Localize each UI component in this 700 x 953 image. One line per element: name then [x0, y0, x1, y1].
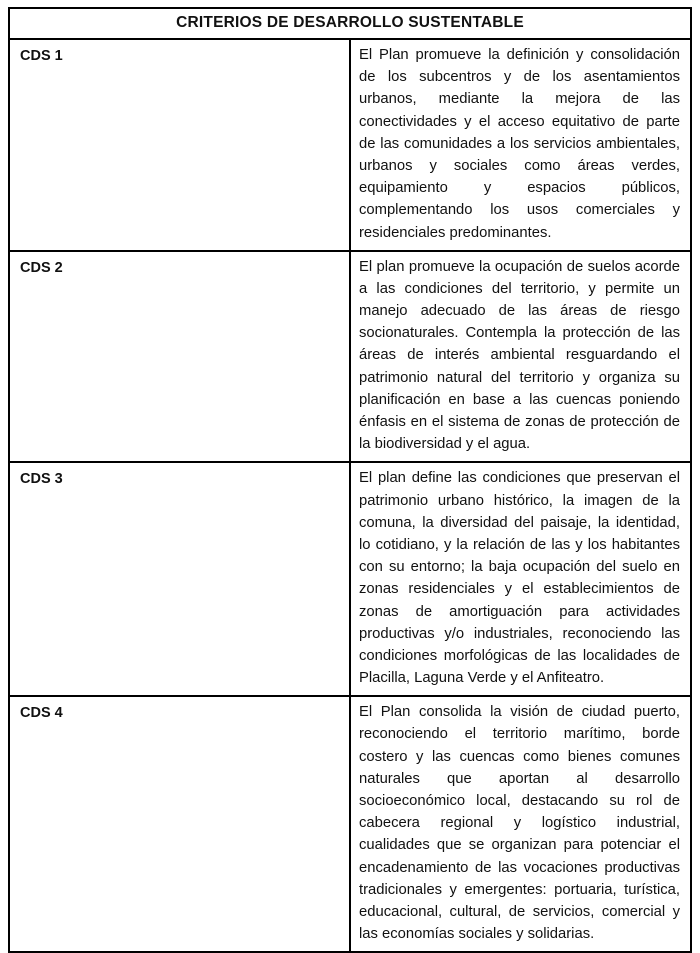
- row-label-cds2: CDS 2: [9, 251, 350, 463]
- row-text-cds4: El Plan consolida la visión de ciudad puerto, reconociendo el territorio marítimo, borde costero y las cuencas como bienes comunes naturales que aportan al desarrollo socioeconómico local, destacando su rol de cabecera regional y logístico industrial, cualidades que se organizan para potenciar el encadenamiento de las vocaciones productivas tradicionales y emergentes: portuaria, turística, educacional, cultural, de servicios, comercial y las economías sociales y solidarias.: [350, 696, 691, 952]
- row-text-cds2: El plan promueve la ocupación de suelos acorde a las condiciones del territorio, y permite un manejo adecuado de las áreas de riesgo socionaturales. Contempla la protección de las áreas de interés ambiental resguardando el patrimonio natural del territorio y organiza su planificación en base a las cuencas poniendo énfasis en el sistema de zonas de protección de la biodiversidad y el agua.: [350, 251, 691, 463]
- row-label-cds3: CDS 3: [9, 462, 350, 696]
- table-row: [9, 696, 691, 952]
- table-header-row: [9, 8, 691, 39]
- row-label-cds1: CDS 1: [9, 39, 350, 251]
- row-label-cds4: CDS 4: [9, 696, 350, 952]
- table-row: [9, 462, 691, 696]
- table-title: CRITERIOS DE DESARROLLO SUSTENTABLE: [9, 8, 691, 39]
- table-row: [9, 39, 691, 251]
- table-row: [9, 251, 691, 463]
- sustainable-development-criteria-table: [8, 7, 692, 953]
- row-text-cds1: El Plan promueve la definición y consolidación de los subcentros y de los asentamientos urbanos, mediante la mejora de las conectividades y el acceso equitativo de parte de las comunidades a los servicios ambientales, urbanos y sociales como áreas verdes, equipamiento y espacios públicos, complementando los usos comerciales y residenciales predominantes.: [350, 39, 691, 251]
- row-text-cds3: El plan define las condiciones que preservan el patrimonio urbano histórico, la imagen de la comuna, la diversidad del paisaje, la identidad, lo cotidiano, y la relación de las y los habitantes con su entorno; la baja ocupación del suelo en zonas residenciales y el establecimientos de zonas de amortiguación para actividades productivas y/o industriales, reconociendo las condiciones morfológicas de las localidades de Placilla, Laguna Verde y el Anfiteatro.: [350, 462, 691, 696]
